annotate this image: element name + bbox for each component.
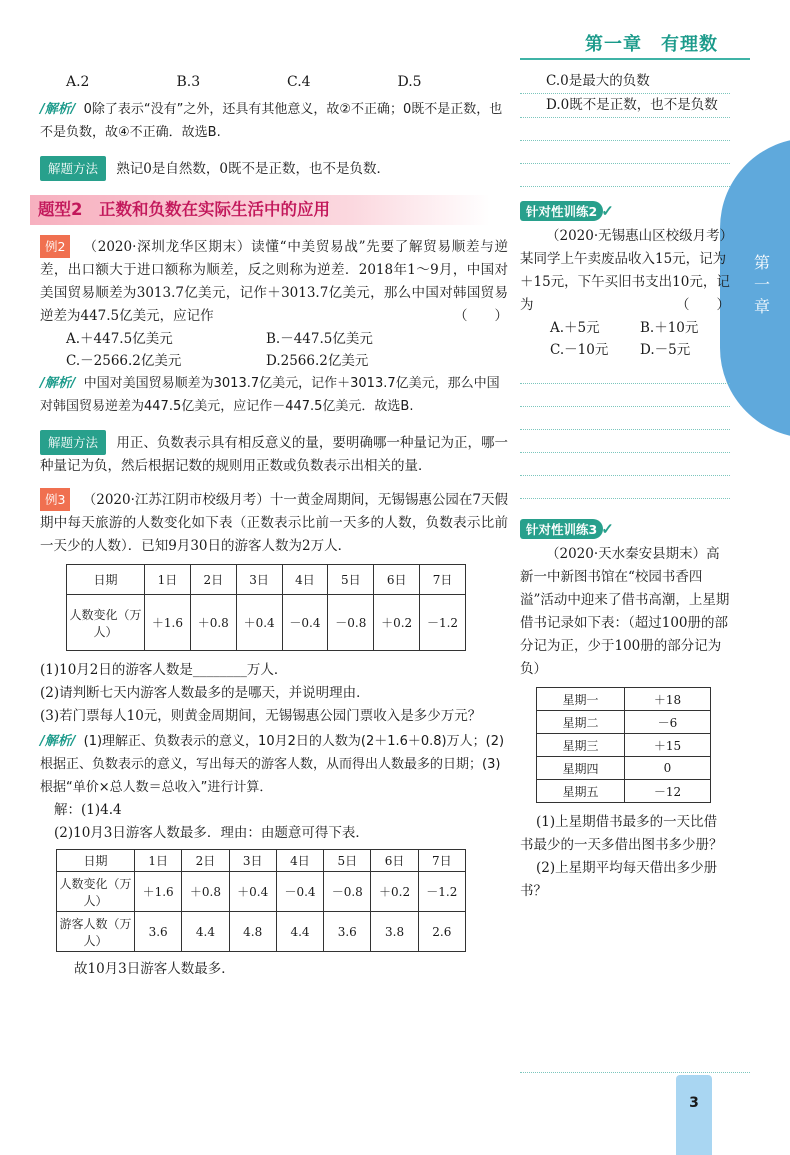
table-value: 0	[625, 757, 711, 780]
option-a: A.2	[66, 74, 90, 90]
table-value: －12	[625, 780, 711, 803]
table-day: 星期二	[537, 711, 625, 734]
analysis-label: /解析/	[40, 102, 76, 117]
table-value: ＋18	[625, 688, 711, 711]
table-change: －1.2	[418, 872, 465, 912]
note-line	[520, 476, 730, 499]
example-label: 例2	[40, 235, 70, 258]
table-value: ＋15	[625, 734, 711, 757]
chapter-side-tab-label: 第一章	[753, 253, 770, 316]
method-label: 解题方法	[40, 156, 106, 181]
table-count: 4.4	[182, 912, 229, 952]
example-label: 例3	[40, 488, 70, 511]
ex3-solution-1: 解：(1)4.4	[54, 802, 122, 818]
header-rule	[520, 58, 750, 60]
table-header-date: 日期	[57, 850, 135, 872]
table-day: 2日	[182, 850, 229, 872]
section-title: 题型2 正数和负数在实际生活中的应用	[30, 195, 490, 225]
ex3-solution-2: (2)10月3日游客人数最多．理由：由题意可得下表．	[54, 825, 369, 841]
table-day: 5日	[328, 565, 374, 595]
table-day: 4日	[282, 565, 328, 595]
train2-label: 针对性训练2	[520, 201, 603, 221]
side-column	[520, 70, 730, 903]
cont-option-d: D.0既不是正数，也不是负数	[520, 94, 730, 118]
main-column	[40, 70, 508, 981]
table-change: －0.4	[282, 595, 328, 651]
note-line	[520, 453, 730, 476]
table-value: －6	[625, 711, 711, 734]
table-count: 3.6	[135, 912, 182, 952]
train2-option-c: C.－10元	[550, 342, 609, 358]
table-day: 2日	[190, 565, 236, 595]
top-options	[66, 74, 508, 90]
train2-text	[520, 225, 730, 317]
table-count: 2.6	[418, 912, 465, 952]
table-change: －1.2	[420, 595, 466, 651]
table-change: ＋1.6	[145, 595, 191, 651]
option-d: D.5	[397, 74, 422, 90]
table-count: 3.8	[371, 912, 418, 952]
train2-option-d: D.－5元	[640, 342, 691, 358]
table-change: ＋0.2	[371, 872, 418, 912]
cont-option-c: C.0是最大的负数	[520, 70, 730, 94]
table-count: 4.8	[229, 912, 276, 952]
ex3-q2: (2)请判断七天内游客人数最多的是哪天，并说明理由．	[40, 685, 370, 701]
train2-header	[520, 201, 730, 221]
train3-text: （2020·天水秦安县期末）高新一中新图书馆在“校园书香四溢”活动中迎来了借书高潮，上星期借书记录如下表：（超过100册的部分记为正，少于100册的部分记为负）	[520, 546, 730, 677]
train2-question: （2020·无锡惠山区校级月考）某同学上午卖废品收入15元，记为＋15元，下午买旧书支出10元，记为	[520, 228, 730, 313]
table-day: 星期一	[537, 688, 625, 711]
method2	[40, 430, 508, 478]
ex3-q3: (3)若门票每人10元，则黄金周期间，无锡锡惠公园门票收入是多少万元？	[40, 708, 482, 724]
ex3-result-table	[56, 849, 466, 952]
train3-table	[536, 687, 711, 803]
ex2-question	[40, 235, 508, 328]
chapter-header-title: 第一章 有理数	[585, 34, 718, 55]
train3-label: 针对性训练3	[520, 519, 603, 539]
table-change: －0.8	[328, 595, 374, 651]
train2-option-a: A.＋5元	[550, 320, 600, 336]
answer-bracket: （ ）	[454, 308, 508, 324]
table-day: 6日	[374, 565, 420, 595]
option-b: B.3	[176, 74, 201, 90]
table-day: 1日	[135, 850, 182, 872]
ex3-conclusion: 故10月3日游客人数最多．	[74, 961, 235, 977]
table-day: 5日	[324, 850, 371, 872]
table-change: ＋0.2	[374, 595, 420, 651]
table-count: 3.6	[324, 912, 371, 952]
note-line	[520, 118, 730, 141]
ex1-analysis-text: 0除了表示“没有”之外，还具有其他意义，故②不正确；0既不是正数，也不是负数，故④不正确．故选B.	[40, 102, 503, 140]
note-line	[520, 407, 730, 430]
table-day: 6日	[371, 850, 418, 872]
ex3-text: （2020·江苏江阴市校级月考）十一黄金周期间，无锡锡惠公园在7天假期中每天旅游的人数变化如下表（正数表示比前一天多的人数，负数表示比前一天少的人数）．已知9月30日的游客人数为2万人．	[40, 492, 508, 554]
ex2-options	[66, 328, 508, 372]
ex2-text: （2020·深圳龙华区期末）读懂“中美贸易战”先要了解贸易顺差与逆差，出口额大于进口额称为顺差，反之则称为逆差．2018年1～9月，中国对美国贸易顺差为3013.7亿美元，记作＋3013.7亿美元，那么中国对韩国贸易逆差为447.5亿美元，应记作	[40, 239, 508, 324]
train2-options	[550, 317, 730, 361]
note-line	[520, 141, 730, 164]
check-icon: ✓	[601, 202, 614, 220]
ex3-change-table	[66, 564, 466, 651]
method2-text: 用正、负数表示具有相反意义的量，要明确哪一种量记为正，哪一种量记为负，然后根据记数的规则用正数或负数表示出相关的量．	[40, 435, 509, 474]
ex2-option-c: C.－2566.2亿美元	[66, 353, 182, 369]
method-label: 解题方法	[40, 430, 106, 455]
ex2-analysis-text: 中国对美国贸易顺差为3013.7亿美元，记作＋3013.7亿美元，那么中国对韩国贸易逆差为447.5亿美元，应记作－447.5亿美元．故选B.	[40, 376, 500, 414]
table-change: ＋0.8	[182, 872, 229, 912]
table-header-date: 日期	[67, 565, 145, 595]
analysis-label: /解析/	[40, 734, 76, 749]
ex2-option-a: A.＋447.5亿美元	[66, 331, 173, 347]
ex3-analysis	[40, 730, 508, 799]
table-change: －0.8	[324, 872, 371, 912]
table-change: －0.4	[276, 872, 323, 912]
table-header-change: 人数变化（万人）	[67, 595, 145, 651]
ex2-option-b: B.－447.5亿美元	[266, 331, 373, 347]
table-count: 4.4	[276, 912, 323, 952]
note-line	[520, 430, 730, 453]
ex3-question	[40, 488, 508, 558]
train2-option-b: B.＋10元	[640, 320, 699, 336]
page-number: 3	[676, 1075, 712, 1155]
method1-text: 熟记0是自然数，0既不是正数，也不是负数．	[116, 161, 390, 177]
option-c: C.4	[287, 74, 311, 90]
ex2-option-d: D.2566.2亿美元	[266, 353, 369, 369]
table-header-count: 游客人数（万人）	[57, 912, 135, 952]
table-day: 7日	[420, 565, 466, 595]
table-change: ＋1.6	[135, 872, 182, 912]
note-line	[520, 361, 730, 384]
answer-bracket: （ ）	[676, 297, 730, 313]
table-day: 星期五	[537, 780, 625, 803]
table-day: 4日	[276, 850, 323, 872]
table-change: ＋0.4	[229, 872, 276, 912]
note-line	[520, 164, 730, 187]
table-change: ＋0.4	[236, 595, 282, 651]
train3-q2: (2)上星期平均每天借出多少册书？	[520, 860, 718, 899]
method1	[40, 156, 508, 181]
ex3-analysis-text: (1)理解正、负数表示的意义，10月2日的人数为(2＋1.6＋0.8)万人；(2)根据正、负数表示的意义，写出每天的游客人数，从而得出人数最多的日期；(3)根据“单价×总人数＝总收入”进行计算．	[40, 734, 505, 795]
train3-header	[520, 519, 730, 539]
footer-rule	[520, 1072, 750, 1073]
ex3-q1: (1)10月2日的游客人数是________万人．	[40, 662, 288, 678]
table-day: 3日	[236, 565, 282, 595]
table-day: 7日	[418, 850, 465, 872]
ex2-analysis	[40, 372, 508, 418]
note-line	[520, 384, 730, 407]
table-change: ＋0.8	[190, 595, 236, 651]
check-icon: ✓	[601, 520, 614, 538]
table-day: 星期四	[537, 757, 625, 780]
table-day: 3日	[229, 850, 276, 872]
analysis-label: /解析/	[40, 376, 76, 391]
table-day: 星期三	[537, 734, 625, 757]
table-day: 1日	[145, 565, 191, 595]
ex1-analysis	[40, 98, 508, 144]
table-header-change: 人数变化（万人）	[57, 872, 135, 912]
train3-q1: (1)上星期借书最多的一天比借书最少的一天多借出图书多少册？	[520, 814, 723, 853]
